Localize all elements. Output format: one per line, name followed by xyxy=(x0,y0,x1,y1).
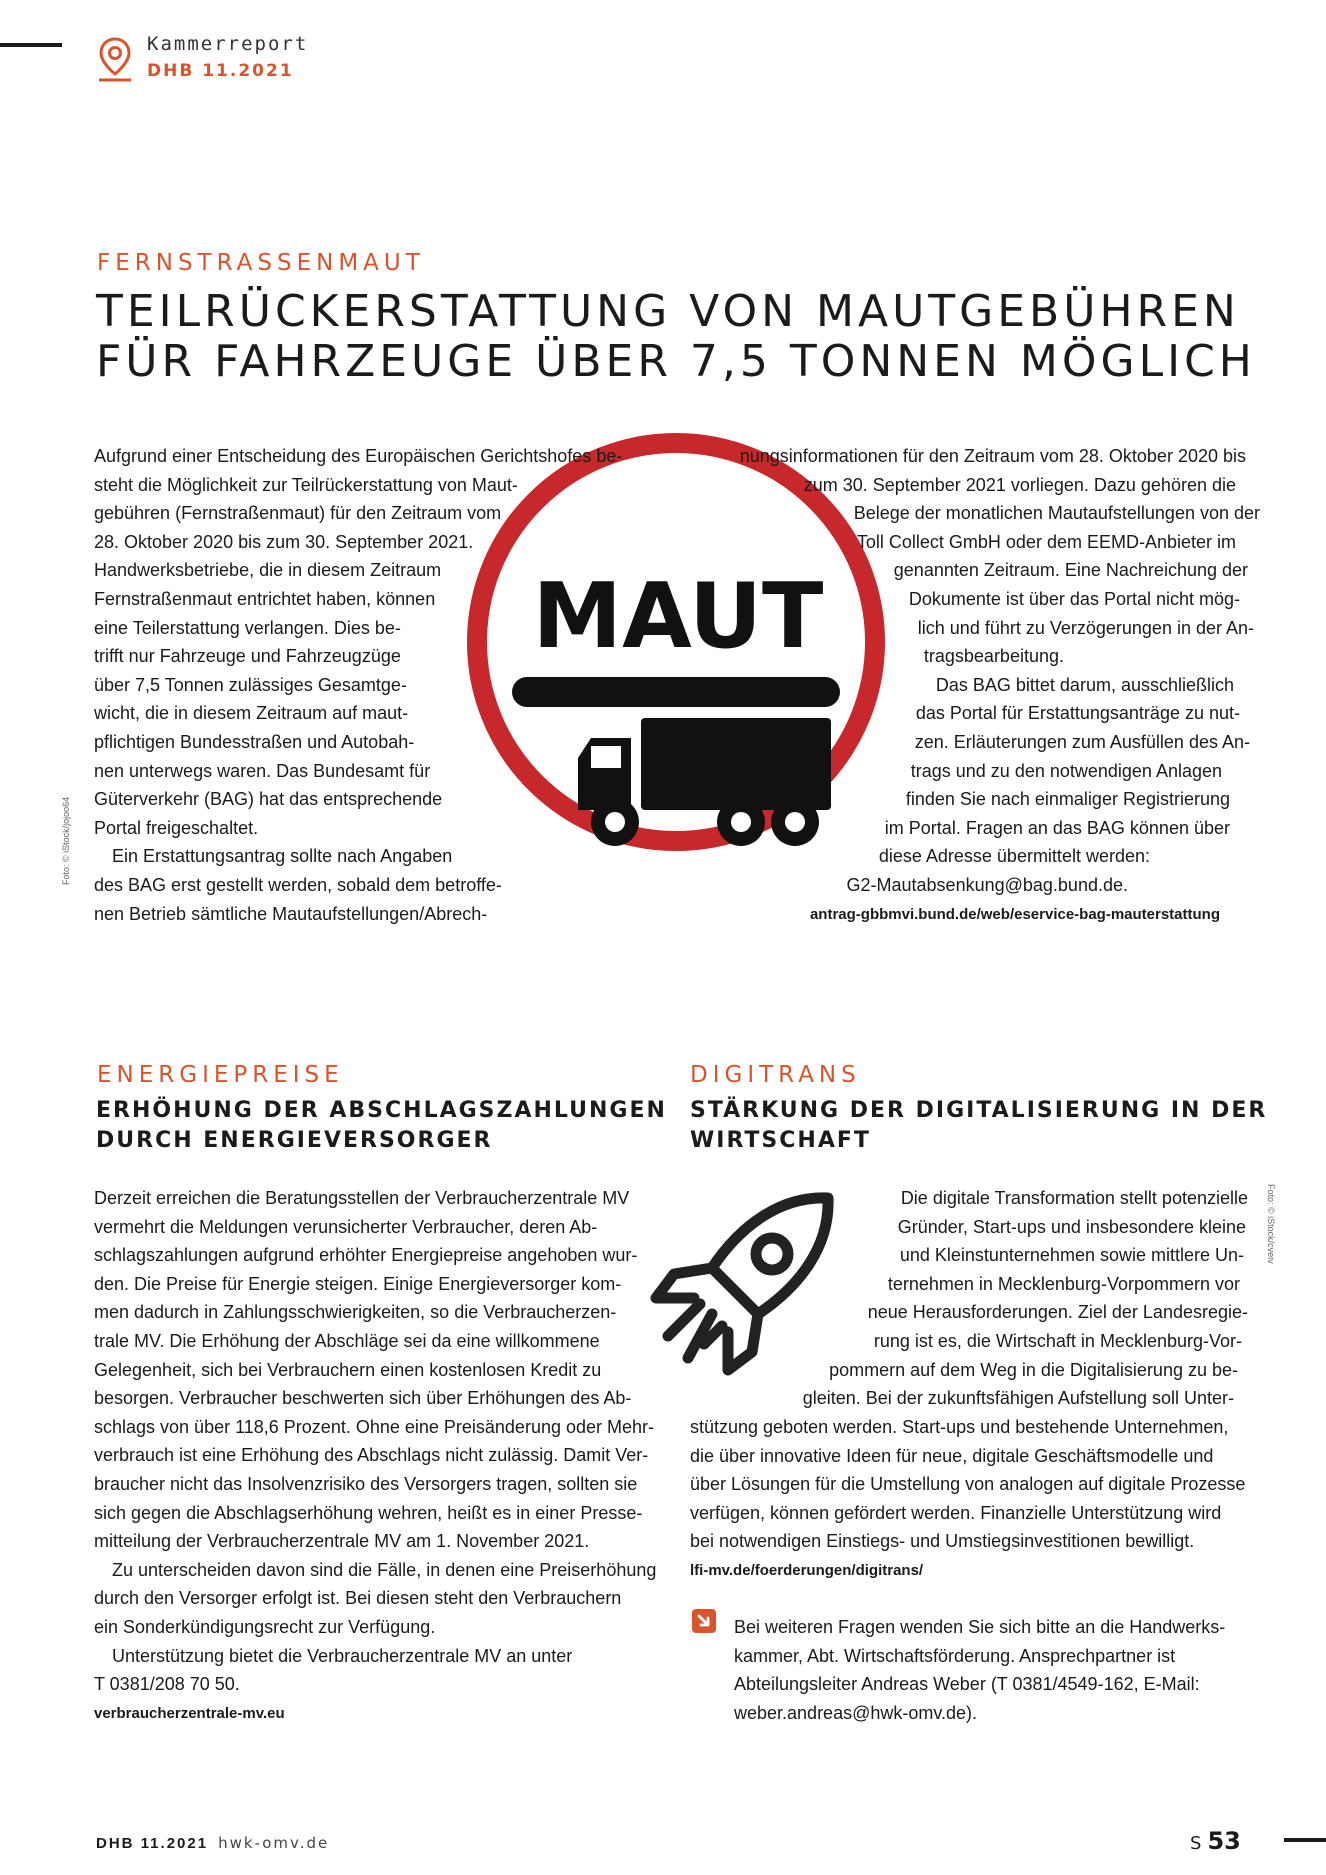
text-line: nen unterwegs waren. Das Bundesamt für xyxy=(94,760,431,781)
text-line: genannten Zeitraum. Eine Nachreichung der xyxy=(893,560,1248,581)
text-line: schlagszahlungen aufgrund erhöhter Energiepreise angehoben wur- xyxy=(94,1245,638,1266)
text-line: Zu unterscheiden davon sind die Fälle, in denen eine Preiserhöhung xyxy=(112,1559,657,1580)
text-line: vermehrt die Meldungen verunsicherter Verbraucher, deren Ab- xyxy=(94,1216,598,1237)
header-rule xyxy=(0,43,62,47)
text-line: finden Sie nach einmaliger Registrierung xyxy=(905,789,1230,810)
article3-title xyxy=(690,1096,1267,1156)
text-line: den. Die Preise für Energie steigen. Einige Energieversorger kom- xyxy=(94,1273,622,1294)
text-line: bei notwendigen Einstiegs- und Umstiegsinvestitionen bewilligt. xyxy=(690,1531,1195,1552)
text-line: zum 30. September 2021 vorliegen. Dazu gehören die xyxy=(803,474,1236,495)
article1-kicker: FERNSTRASSENMAUT xyxy=(97,250,425,276)
contact-info xyxy=(734,1613,1274,1727)
text-line: die über innovative Ideen für neue, digitale Geschäftsmodelle und xyxy=(690,1445,1214,1466)
photo-credit: Foto: © iStock/cveiv xyxy=(1266,1184,1276,1264)
text-line: ein Sonderkündigungsrecht zur Verfügung. xyxy=(94,1616,436,1637)
text-line: Ein Erstattungsantrag sollte nach Angaben xyxy=(112,846,453,867)
page-prefix: S xyxy=(1190,1833,1202,1854)
text-line: tragsbearbeitung. xyxy=(923,646,1064,667)
text-line: T 0381/208 70 50. xyxy=(94,1674,240,1695)
text-line: pommern auf dem Weg in die Digitalisierung zu be- xyxy=(829,1359,1238,1380)
text-line: Fernstraßenmaut entrichtet haben, können xyxy=(94,588,436,609)
section-label: Kammerreport xyxy=(147,33,309,55)
footer-site: hwk-omv.de xyxy=(218,1834,330,1852)
text-line: über 7,5 Tonnen zulässiges Gesamtge- xyxy=(94,674,407,695)
text-line: pflichtigen Bundesstraßen und Autobah- xyxy=(94,731,415,752)
text-line: Die digitale Transformation stellt potenzielle xyxy=(900,1188,1248,1208)
text-line: Abteilungsleiter Andreas Weber (T 0381/4549-162, E-Mail: xyxy=(734,1674,1200,1695)
article3-body-continued xyxy=(690,1413,1270,1586)
digitrans-link[interactable]: lfi-mv.de/foerderungen/digitrans/ xyxy=(690,1561,924,1579)
article2-title xyxy=(96,1096,667,1156)
article1-right-column xyxy=(660,442,1260,930)
text-line: steht die Möglichkeit zur Teilrückerstattung von Maut- xyxy=(94,474,518,495)
text-line: Handwerksbetriebe, die in diesem Zeitraum xyxy=(94,560,442,581)
page-number: 53 xyxy=(1207,1827,1241,1855)
text-line: des BAG erst gestellt werden, sobald dem betroffe- xyxy=(94,874,502,895)
article2-kicker: ENERGIEPREISE xyxy=(97,1062,344,1088)
footer-rule xyxy=(1284,1838,1326,1842)
article1-left-column xyxy=(94,442,654,928)
maut-sign-text: MAUT xyxy=(532,564,824,669)
text-line: nen Betrieb sämtliche Mautaufstellungen/Abrech- xyxy=(94,903,488,924)
text-line: wicht, die in diesem Zeitraum auf maut- xyxy=(94,703,409,724)
text-line: braucher nicht das Insolvenzrisiko des Versorgers tragen, sollten sie xyxy=(94,1473,638,1494)
article1-title-line: TEILRÜCKERSTATTUNG VON MAUTGEBÜHREN xyxy=(96,286,1240,337)
text-line: Toll Collect GmbH oder dem EEMD-Anbieter im xyxy=(856,531,1236,552)
text-line: G2-Mautabsenkung@bag.bund.de. xyxy=(846,874,1128,895)
text-line: schlags von über 118,6 Prozent. Ohne eine Preisänderung oder Mehr- xyxy=(94,1416,655,1437)
article2-title-line: DURCH ENERGIEVERSORGER xyxy=(96,1128,493,1153)
text-line: verbrauch ist eine Erhöhung des Abschlags nicht zulässig. Damit Ver- xyxy=(94,1445,649,1466)
text-line: verfügen, können gefördert werden. Finanzielle Unterstützung wird xyxy=(690,1502,1222,1523)
article2-title-line: ERHÖHUNG DER ABSCHLAGSZAHLUNGEN xyxy=(96,1098,667,1123)
text-line: trifft nur Fahrzeuge und Fahrzeugzüge xyxy=(94,646,401,667)
text-line: Derzeit erreichen die Beratungsstellen der Verbraucherzentrale MV xyxy=(94,1188,630,1208)
photo-credit: Foto: © iStock/jojoo64 xyxy=(61,796,71,885)
verbraucherzentrale-link[interactable]: verbraucherzentrale-mv.eu xyxy=(94,1704,285,1722)
text-line: Aufgrund einer Entscheidung des Europäischen Gerichtshofes be- xyxy=(94,446,623,466)
text-line: stützung geboten werden. Start-ups und bestehende Unternehmen, xyxy=(690,1417,1229,1437)
text-line: mitteilung der Verbraucherzentrale MV am 1. November 2021. xyxy=(94,1531,590,1552)
article1-title xyxy=(96,287,1256,387)
article3-title-line: WIRTSCHAFT xyxy=(690,1128,871,1153)
text-line: über Lösungen für die Umstellung von analogen auf digitale Prozesse xyxy=(690,1474,1246,1495)
text-line: nungsinformationen für den Zeitraum vom 28. Oktober 2020 bis xyxy=(739,446,1246,466)
article3-body xyxy=(660,1184,1256,1413)
arrow-down-right-icon xyxy=(692,1609,716,1633)
bag-link[interactable]: antrag-gbbmvi.bund.de/web/eservice-bag-mauterstattung xyxy=(809,905,1220,923)
text-line: kammer, Abt. Wirtschaftsförderung. Ansprechpartner ist xyxy=(734,1645,1176,1666)
text-line: trags und zu den notwendigen Anlagen xyxy=(910,760,1222,781)
page-number-block xyxy=(1190,1827,1241,1855)
text-line: Bei weiteren Fragen wenden Sie sich bitte an die Handwerks- xyxy=(734,1617,1226,1637)
text-line: und Kleinstunternehmen sowie mittlere Un- xyxy=(899,1245,1244,1266)
location-pin-icon xyxy=(97,36,133,84)
text-line: eine Teilerstattung verlangen. Dies be- xyxy=(94,617,401,638)
text-line: Gelegenheit, sich bei Verbrauchern einen kostenlosen Kredit zu xyxy=(94,1359,602,1380)
text-line: Dokumente ist über das Portal nicht mög- xyxy=(908,588,1240,609)
text-line: men dadurch in Zahlungsschwierigkeiten, so die Verbraucherzen- xyxy=(94,1302,617,1323)
text-line: zen. Erläuterungen zum Ausfüllen des An- xyxy=(914,731,1250,752)
issue-label: DHB 11.2021 xyxy=(147,61,294,81)
text-line: ternehmen in Mecklenburg-Vorpommern vor xyxy=(887,1273,1240,1294)
footer-issue: DHB 11.2021 xyxy=(96,1835,209,1852)
text-line: Unterstützung bietet die Verbraucherzentrale MV an unter xyxy=(112,1645,573,1666)
text-line: gleiten. Bei der zukunftsfähigen Aufstellung soll Unter- xyxy=(802,1388,1234,1409)
text-line: Portal freigeschaltet. xyxy=(94,817,259,838)
text-line: weber.andreas@hwk-omv.de). xyxy=(734,1702,978,1723)
text-line: trale MV. Die Erhöhung der Abschläge sei da eine willkommene xyxy=(94,1330,600,1351)
text-line: gebühren (Fernstraßenmaut) für den Zeitraum vom xyxy=(94,503,502,524)
text-line: durch den Versorger erfolgt ist. Bei diesen steht den Verbrauchern xyxy=(94,1588,622,1609)
text-line: diese Adresse übermittelt werden: xyxy=(878,846,1150,867)
text-line: Güterverkehr (BAG) hat das entsprechende xyxy=(94,789,443,810)
text-line: besorgen. Verbraucher beschwerten sich über Erhöhungen des Ab- xyxy=(94,1388,632,1409)
text-line: Das BAG bittet darum, ausschließlich xyxy=(935,674,1234,695)
text-line: lich und führt zu Verzögerungen in der An- xyxy=(917,617,1254,638)
text-line: rung ist es, die Wirtschaft in Mecklenburg-Vor- xyxy=(873,1330,1242,1351)
article3-kicker: DIGITRANS xyxy=(690,1062,861,1088)
text-line: 28. Oktober 2020 bis zum 30. September 2021. xyxy=(94,531,474,552)
text-line: sich gegen die Abschlagserhöhung wehren, heißt es in einer Presse- xyxy=(94,1502,643,1523)
article3-title-line: STÄRKUNG DER DIGITALISIERUNG IN DER xyxy=(690,1098,1268,1123)
text-line: im Portal. Fragen an das BAG können über xyxy=(884,817,1230,838)
text-line: Belege der monatlichen Mautaufstellungen von der xyxy=(853,503,1260,524)
text-line: das Portal für Erstattungsanträge zu nut- xyxy=(915,703,1240,724)
article1-title-line: FÜR FAHRZEUGE ÜBER 7,5 TONNEN MÖGLICH xyxy=(96,336,1256,387)
article2-body xyxy=(94,1184,664,1729)
text-line: Gründer, Start-ups und insbesondere kleine xyxy=(897,1216,1246,1237)
footer-left xyxy=(96,1834,329,1852)
text-line: neue Herausforderungen. Ziel der Landesregie- xyxy=(867,1302,1248,1323)
